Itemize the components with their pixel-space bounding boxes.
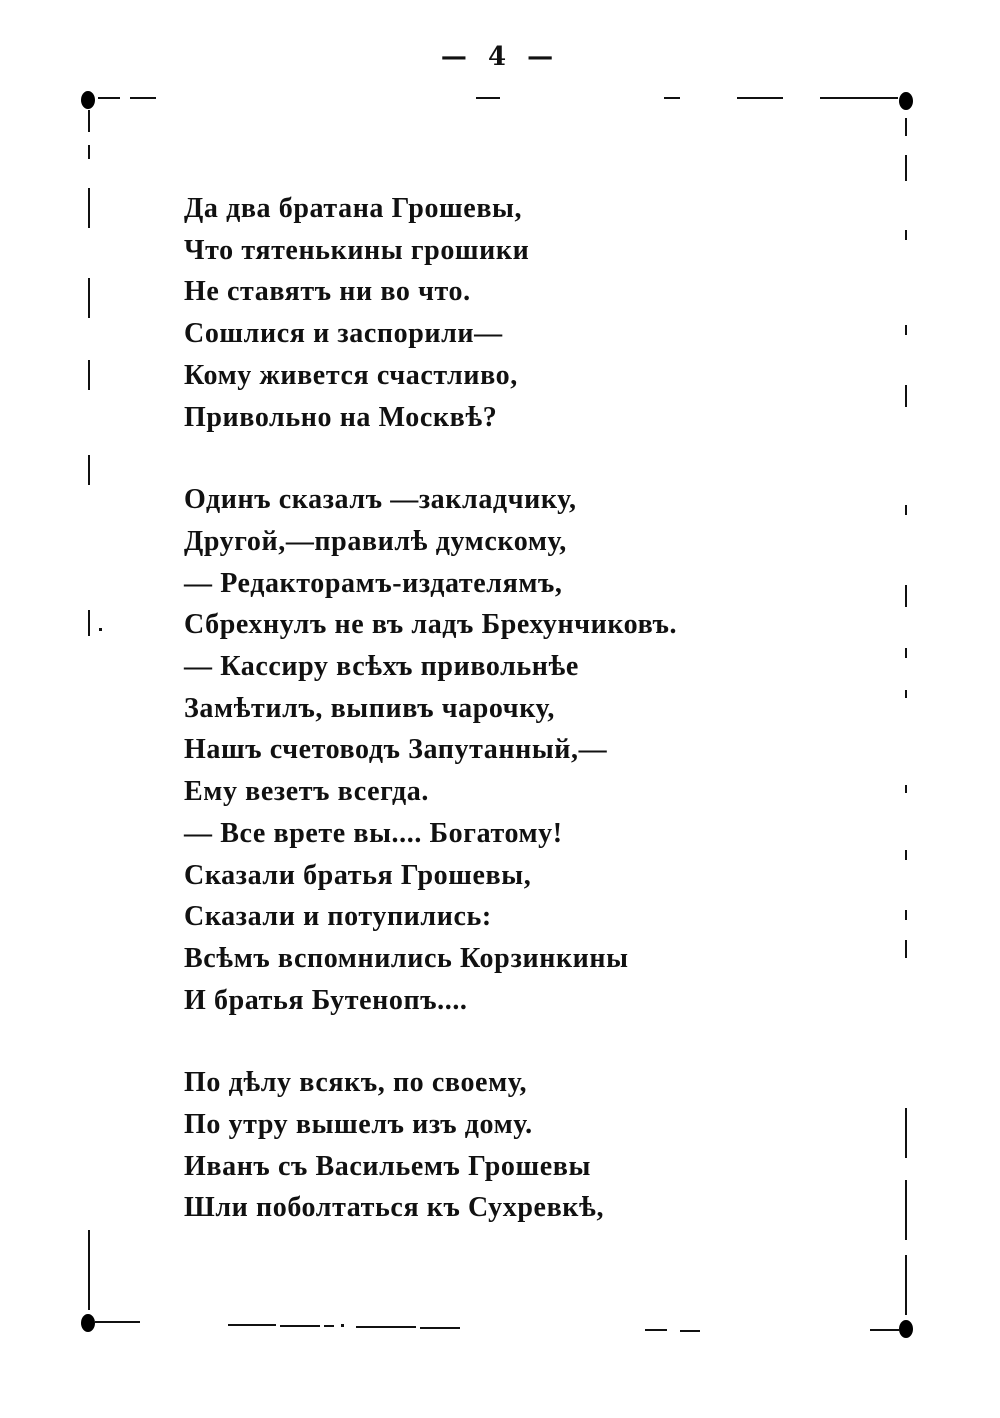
stanza: [184, 188, 804, 438]
frame-right-segment: [905, 585, 907, 607]
verse-line: По утру вышелъ изъ дому.: [184, 1109, 533, 1141]
corner-ornament-bottom-right-icon: [899, 1320, 913, 1338]
verse-line: Да два братана Грошевы,: [184, 193, 523, 224]
verse-line: Ему везетъ всегда.: [184, 776, 429, 808]
verse-line: Сказали и потупились:: [184, 901, 492, 933]
frame-left-segment: [88, 110, 90, 132]
verse-line: Другой,—правилѣ думскому,: [184, 525, 567, 557]
verse-line: Сказали братья Грошевы,: [184, 859, 532, 891]
frame-right-segment: [905, 325, 907, 335]
frame-right-segment: [905, 1108, 907, 1158]
corner-ornament-top-left-icon: [81, 91, 95, 109]
verse-line: Что тятенькины грошики: [184, 234, 530, 266]
frame-bottom-segment: [324, 1325, 334, 1327]
frame-left-segment: [88, 278, 90, 318]
page-number: — 4 —: [440, 42, 560, 72]
frame-bottom-segment: [420, 1327, 460, 1329]
stanza-break: [184, 1021, 804, 1062]
frame-right-segment: [905, 155, 907, 181]
frame-bottom-segment: [280, 1325, 320, 1327]
verse-line: — Все врете вы.... Богатому!: [184, 817, 563, 849]
frame-left-segment: [99, 628, 102, 631]
frame-right-segment: [905, 1180, 907, 1240]
frame-right-segment: [905, 230, 907, 240]
verse-line: — Редакторамъ-издателямъ,: [184, 567, 563, 599]
stanza-break: [184, 438, 804, 479]
verse-line: Нашъ счетоводъ Запутанный,—: [184, 734, 608, 766]
verse-line: Кому живется счастливо,: [184, 359, 518, 391]
verse-line: Всѣмъ вспомнились Корзинкины: [184, 942, 629, 974]
frame-left-segment: [88, 610, 90, 636]
poem-text: [184, 188, 804, 1229]
frame-bottom-segment: [680, 1330, 700, 1332]
stanza: [184, 1062, 804, 1229]
frame-bottom-segment: [645, 1329, 667, 1331]
frame-top-segment: [130, 97, 156, 99]
verse-line: Сошлися и заспорили—: [184, 318, 503, 350]
frame-top-segment: [737, 97, 783, 99]
verse-line: Шли поболтаться къ Сухревкѣ,: [184, 1192, 605, 1224]
verse-line: — Кассиру всѣхъ привольнѣе: [184, 651, 579, 683]
verse-line: Иванъ съ Васильемъ Грошевы: [184, 1150, 591, 1182]
verse-line: Замѣтилъ, выпивъ чарочку,: [184, 692, 555, 724]
verse-line: Привольно на Москвѣ?: [184, 401, 498, 433]
frame-right-segment: [905, 118, 907, 136]
frame-right-segment: [905, 505, 907, 515]
frame-right-segment: [905, 910, 907, 920]
frame-bottom-segment: [341, 1324, 344, 1327]
corner-ornament-top-right-icon: [899, 92, 913, 110]
frame-bottom-segment: [228, 1324, 276, 1326]
frame-bottom-segment: [870, 1329, 900, 1331]
stanza: [184, 479, 804, 1021]
frame-right-segment: [905, 785, 907, 793]
verse-line: И братья Бутенопъ....: [184, 984, 468, 1016]
verse-line: Сбрехнулъ не въ ладъ Брехунчиковъ.: [184, 609, 678, 641]
verse-line: По дѣлу всякъ, по своему,: [184, 1067, 528, 1099]
frame-right-segment: [905, 940, 907, 958]
frame-top-segment: [102, 97, 120, 99]
frame-top-segment: [476, 97, 500, 99]
verse-line: Не ставятъ ни во что.: [184, 276, 471, 308]
frame-top-segment: [820, 97, 898, 99]
frame-left-segment: [88, 455, 90, 485]
frame-left-segment: [88, 360, 90, 390]
frame-bottom-segment: [95, 1321, 140, 1323]
frame-right-segment: [905, 648, 907, 658]
frame-right-segment: [905, 385, 907, 407]
frame-left-segment: [88, 188, 90, 228]
frame-right-segment: [905, 1255, 907, 1315]
frame-top-segment: [664, 97, 680, 99]
verse-line: Одинъ сказалъ —закладчику,: [184, 484, 577, 516]
frame-bottom-segment: [356, 1326, 416, 1328]
frame-right-segment: [905, 690, 907, 698]
corner-ornament-bottom-left-icon: [81, 1314, 95, 1332]
frame-left-segment: [88, 145, 90, 159]
frame-right-segment: [905, 850, 907, 860]
frame-left-segment: [88, 1230, 90, 1310]
